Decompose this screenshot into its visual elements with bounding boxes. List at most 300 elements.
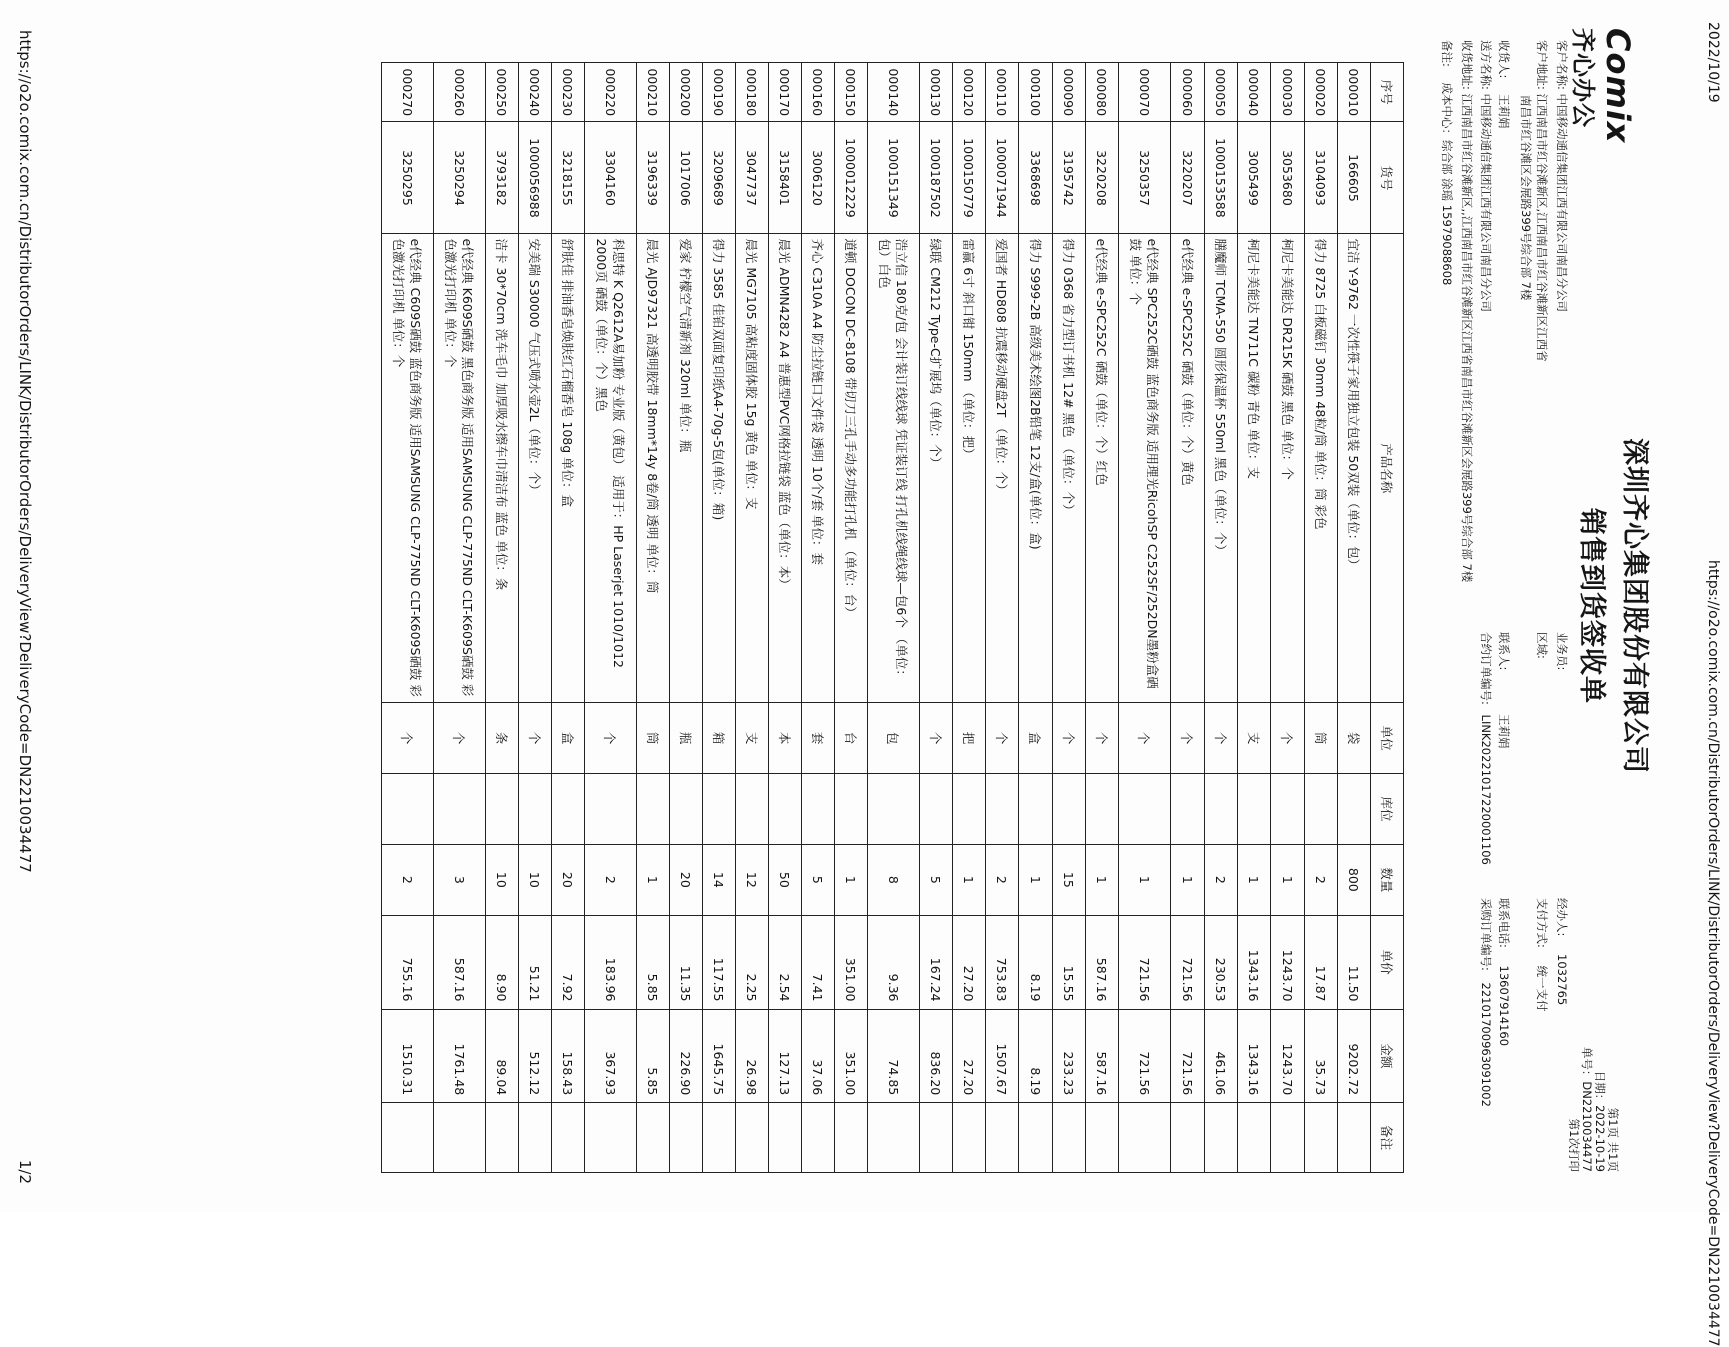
cell-unit-price: 2.54 (769, 915, 802, 1009)
shipping-label: 送方名称: (1479, 40, 1493, 90)
cell-product-name: 安美瑞 S30000 气压式喷水壶2L（单位：个） (519, 234, 552, 703)
cell-seq: 000260 (434, 63, 486, 122)
cell-remark (1238, 1103, 1271, 1173)
logo-chinese: 齐心办公 (1569, 28, 1597, 128)
table-row (585, 63, 637, 1173)
purchase-row (1479, 898, 1493, 1107)
cell-unit-price: 117.55 (703, 915, 736, 1009)
cell-item-no: 3196339 (637, 122, 670, 234)
cell-remark (802, 1103, 835, 1173)
cell-amount: 836.20 (920, 1009, 953, 1103)
cell-unit: 个 (1053, 703, 1086, 774)
cell-amount: 26.98 (736, 1009, 769, 1103)
cell-quantity: 1 (637, 844, 670, 915)
logo-wordmark: Comix (1599, 28, 1637, 144)
cell-location (1271, 774, 1305, 845)
table-row (1205, 63, 1238, 1173)
items-table (381, 62, 1404, 1173)
cell-unit-price: 753.83 (986, 915, 1019, 1009)
cell-unit: 台 (835, 703, 868, 774)
cell-unit-price: 587.16 (434, 915, 486, 1009)
cell-item-no: 1000151349 (868, 122, 920, 234)
cell-amount: 367.93 (585, 1009, 637, 1103)
cell-unit-price: 755.16 (382, 915, 434, 1009)
cell-seq: 000060 (1171, 63, 1205, 122)
cell-unit: 包 (868, 703, 920, 774)
cell-seq: 000080 (1086, 63, 1119, 122)
table-row (1019, 63, 1053, 1173)
cell-item-no: 3218155 (552, 122, 585, 234)
cell-remark (552, 1103, 585, 1173)
cell-unit: 盒 (552, 703, 585, 774)
cell-remark (1053, 1103, 1086, 1173)
customer-address-line1: 江西南昌市红谷滩新区,江西南昌市红谷滩新区江西省 (1535, 93, 1549, 362)
contact-label: 联系人: (1497, 632, 1511, 671)
cell-remark (434, 1103, 486, 1173)
cell-unit-price: 1243.70 (1271, 915, 1305, 1009)
cell-location (1019, 774, 1053, 845)
cell-location (1171, 774, 1205, 845)
table-row (1338, 63, 1371, 1173)
cell-amount: 35.73 (1305, 1009, 1338, 1103)
cell-remark (1171, 1103, 1205, 1173)
cell-product-name: 柯尼卡美能达 TN711C 碳粉 青色 单位：支 (1238, 234, 1271, 703)
receiver-row (1497, 40, 1511, 129)
cell-product-name: e代经典 SPC252C硒鼓 蓝色商务版 适用理光RicohSP C252SF/252DN墨粉盒硒鼓 单位：个 (1119, 234, 1171, 703)
cell-remark (670, 1103, 703, 1173)
cell-amount: 89.04 (486, 1009, 519, 1103)
cell-location (802, 774, 835, 845)
header-seq: 序号 (1371, 63, 1404, 122)
cell-product-name: 得力 3585 佳铂双面复印纸A4-70g-5包(单位：箱) (703, 234, 736, 703)
cell-item-no: 3047737 (736, 122, 769, 234)
cell-location (986, 774, 1019, 845)
cell-seq: 000040 (1238, 63, 1271, 122)
cell-seq: 000070 (1119, 63, 1171, 122)
cell-unit: 筒 (637, 703, 670, 774)
cell-unit-price: 51.21 (519, 915, 552, 1009)
cell-item-no: 3250294 (434, 122, 486, 234)
table-row (1086, 63, 1119, 1173)
cell-amount: 1343.16 (1238, 1009, 1271, 1103)
header-unit-price: 单价 (1371, 915, 1404, 1009)
page-count: 第1页 共1页 (1606, 1107, 1620, 1172)
table-row (670, 63, 703, 1173)
print-url: https://o2o.comix.com.cn/DistributorOrders/LINK/DistributorOrders/DeliveryView?DeliveryCode=DN2210034477 (1705, 560, 1721, 1347)
cell-seq: 000240 (519, 63, 552, 122)
cell-product-name: 得力 S999-2B 高级美术绘图2B铅笔 12支/盒(单位：盒) (1019, 234, 1053, 703)
table-row (434, 63, 486, 1173)
cell-seq: 000010 (1338, 63, 1371, 122)
cell-location (703, 774, 736, 845)
cell-quantity: 1 (835, 844, 868, 915)
cell-amount: 226.90 (670, 1009, 703, 1103)
table-row (1305, 63, 1338, 1173)
cell-unit-price: 9.36 (868, 915, 920, 1009)
cell-location (1305, 774, 1338, 845)
table-row (868, 63, 920, 1173)
cell-item-no: 3053680 (1271, 122, 1305, 234)
cell-remark (585, 1103, 637, 1173)
table-row (637, 63, 670, 1173)
cell-seq: 000030 (1271, 63, 1305, 122)
salesperson-row (1555, 632, 1569, 670)
cell-amount: 127.13 (769, 1009, 802, 1103)
footer-url: https://o2o.comix.com.cn/DistributorOrders/LINK/DistributorOrders/DeliveryView?DeliveryCode=DN2210034477 (16, 30, 34, 873)
customer-name-row (1555, 40, 1569, 312)
cell-amount: 9202.72 (1338, 1009, 1371, 1103)
handler-row (1555, 898, 1569, 1005)
cell-unit-price: 587.16 (1086, 915, 1119, 1009)
phone-value: 13607914160 (1497, 965, 1511, 1047)
company-name: 深圳齐心集团股份有限公司 (1619, 438, 1650, 774)
cell-remark (519, 1103, 552, 1173)
cell-unit-price: 2.25 (736, 915, 769, 1009)
cell-quantity: 10 (486, 844, 519, 915)
purchase-value: 2210170096309​1002 (1479, 982, 1493, 1107)
table-row (552, 63, 585, 1173)
cell-remark (1205, 1103, 1238, 1173)
cell-quantity: 1 (1171, 844, 1205, 915)
cell-location (637, 774, 670, 845)
cell-unit-price: 721.56 (1171, 915, 1205, 1009)
remark-label: 备注: (1440, 40, 1454, 67)
table-header-row (1371, 63, 1404, 1173)
contract-label: 合约订单编号: (1479, 632, 1493, 705)
header-quantity: 数量 (1371, 844, 1404, 915)
cell-remark (986, 1103, 1019, 1173)
cell-unit-price: 8.90 (486, 915, 519, 1009)
cell-quantity: 5 (920, 844, 953, 915)
cell-product-name: 爱国者 HD808 抗震移动硬盘2T （单位：个） (986, 234, 1019, 703)
print-count: 第1次打印 (1567, 1118, 1581, 1172)
cell-quantity: 15 (1053, 844, 1086, 915)
cell-product-name: e代经典 C609S硒鼓 蓝色商务版 适用SAMSUNG CLP-775ND CLT-K609S硒鼓 彩色激光打印机 单位：个 (382, 234, 434, 703)
cell-seq: 000190 (703, 63, 736, 122)
cell-quantity: 1 (1238, 844, 1271, 915)
payment-method-value: 统一支付 (1535, 965, 1549, 1012)
cell-unit: 个 (1171, 703, 1205, 774)
cell-location (769, 774, 802, 845)
cell-amount: 587.16 (1086, 1009, 1119, 1103)
cell-amount: 1507.67 (986, 1009, 1019, 1103)
footer-page-number: 1/2 (16, 1159, 34, 1184)
cell-seq: 000130 (920, 63, 953, 122)
purchase-label: 采购订单编号: (1479, 898, 1493, 971)
cell-unit: 把 (953, 703, 986, 774)
header-remark: 备注 (1371, 1103, 1404, 1173)
receiver-label: 收货人: (1497, 40, 1511, 79)
cell-product-name: 晨光 AJD97321 高透明胶带 18mm*14y 8卷/筒 透明 单位：筒 (637, 234, 670, 703)
cell-amount: 8.19 (1019, 1009, 1053, 1103)
cell-amount: 461.06 (1205, 1009, 1238, 1103)
header-amount: 金额 (1371, 1009, 1404, 1103)
cell-location (1205, 774, 1238, 845)
header-product-name: 产品名称 (1371, 234, 1404, 703)
cell-unit: 瓶 (670, 703, 703, 774)
cell-remark (486, 1103, 519, 1173)
cell-location (434, 774, 486, 845)
cell-location (519, 774, 552, 845)
customer-name-label: 客户名称: (1555, 40, 1569, 90)
cell-seq: 000270 (382, 63, 434, 122)
cell-amount: 721.56 (1119, 1009, 1171, 1103)
cell-unit-price: 15.55 (1053, 915, 1086, 1009)
phone-label: 联系电话: (1497, 898, 1511, 948)
table-row (1171, 63, 1205, 1173)
cell-item-no: 3220207 (1171, 122, 1205, 234)
cell-quantity: 2 (1305, 844, 1338, 915)
cell-quantity: 2 (382, 844, 434, 915)
cell-remark (703, 1103, 736, 1173)
cell-location (670, 774, 703, 845)
cell-quantity: 1 (1086, 844, 1119, 915)
cell-unit: 本 (769, 703, 802, 774)
page-info (1567, 1047, 1619, 1172)
cell-location (1119, 774, 1171, 845)
cell-remark (835, 1103, 868, 1173)
cell-unit-price: 1343.16 (1238, 915, 1271, 1009)
cell-seq: 000120 (953, 63, 986, 122)
cell-unit: 个 (920, 703, 953, 774)
cell-quantity: 8 (868, 844, 920, 915)
cell-seq: 000200 (670, 63, 703, 122)
cell-unit: 个 (519, 703, 552, 774)
region-row (1535, 632, 1549, 659)
table-row (1271, 63, 1305, 1173)
cell-location (1053, 774, 1086, 845)
document-title: 销售到货签收单 (1576, 508, 1607, 704)
customer-address-line2: 南昌市红谷滩区会展路399号综合部 7楼 (1519, 95, 1533, 301)
cell-unit: 个 (986, 703, 1019, 774)
cell-quantity: 3 (434, 844, 486, 915)
cell-location (552, 774, 585, 845)
receiver-value: 王莉娟 (1497, 94, 1511, 129)
cell-product-name: 柯尼卡美能达 DR215K 硒鼓 黑色 单位：个 (1271, 234, 1305, 703)
cell-product-name: 得力 0368 省力型订书机 12# 黑色 （单位：个） (1053, 234, 1086, 703)
cell-quantity: 1 (1119, 844, 1171, 915)
customer-name-value: 中国移动通信集团江西有限公司南昌分公司 (1555, 93, 1569, 313)
cell-item-no: 1000187502 (920, 122, 953, 234)
cell-unit: 条 (486, 703, 519, 774)
cell-unit: 个 (434, 703, 486, 774)
table-row (835, 63, 868, 1173)
cell-quantity: 5 (802, 844, 835, 915)
cell-unit: 支 (1238, 703, 1271, 774)
table-row (519, 63, 552, 1173)
payment-method-label: 支付方式: (1535, 898, 1549, 948)
contract-value: LINK20221017220001106 (1479, 714, 1493, 865)
cell-item-no: 1017006 (670, 122, 703, 234)
cell-item-no: 3209689 (703, 122, 736, 234)
salesperson-label: 业务员: (1555, 632, 1569, 671)
cell-unit: 袋 (1338, 703, 1371, 774)
cell-product-name: 绿联 CM212 Type-C扩展坞（单位：个） (920, 234, 953, 703)
cell-remark (1019, 1103, 1053, 1173)
phone-row (1497, 898, 1511, 1046)
table-row (769, 63, 802, 1173)
cell-product-name: 雷赢 6寸 斜口钳 150mm （单位：把） (953, 234, 986, 703)
cell-unit: 套 (802, 703, 835, 774)
table-row (486, 63, 519, 1173)
table-row (703, 63, 736, 1173)
contract-row (1479, 632, 1493, 865)
cell-product-name: 晨光 MG7105 高粘度固体胶 15g 黄色 单位：支 (736, 234, 769, 703)
cell-item-no: 3250295 (382, 122, 434, 234)
cell-seq: 000250 (486, 63, 519, 122)
cell-product-name: 科思特 K Q2612A易加粉 专业版（黄包） 适用于：HP Laserjet 1010/1012 2000页 硒鼓（单位：个）黑色 (585, 234, 637, 703)
cell-amount: 1645.75 (703, 1009, 736, 1103)
cell-unit-price: 8.19 (1019, 915, 1053, 1009)
cell-item-no: 3793182 (486, 122, 519, 234)
contact-value: 王莉娟 (1497, 714, 1511, 749)
cell-location (736, 774, 769, 845)
delivery-address-value: 江西南昌市红谷滩新区,,江西南昌市红谷滩新区江西省南昌市红谷滩新区会展路399号综合部 7楼 (1460, 93, 1474, 583)
cell-quantity: 2 (585, 844, 637, 915)
cell-item-no: 3006120 (802, 122, 835, 234)
cell-remark (1086, 1103, 1119, 1173)
cell-product-name: e代经典 K609S硒鼓 黑色商务版 适用SAMSUNG CLP-775ND CLT-K609S硒鼓 彩色激光打印机 单位：个 (434, 234, 486, 703)
cell-quantity: 14 (703, 844, 736, 915)
cell-product-name: e代经典 e-SPC252C 硒鼓（单位：个）红色 (1086, 234, 1119, 703)
cell-unit-price: 11.35 (670, 915, 703, 1009)
handler-label: 经办人: (1555, 898, 1569, 937)
cell-quantity: 12 (736, 844, 769, 915)
cell-product-name: 晨光 ADMN4282 A4 普惠型PVC网格拉链袋 蓝色（单位：本） (769, 234, 802, 703)
cell-unit-price: 167.24 (920, 915, 953, 1009)
table-row (1119, 63, 1171, 1173)
cell-amount: 512.12 (519, 1009, 552, 1103)
cell-amount: 27.20 (953, 1009, 986, 1103)
cell-remark (1271, 1103, 1305, 1173)
cell-remark (920, 1103, 953, 1173)
cell-location (1086, 774, 1119, 845)
cell-unit: 支 (736, 703, 769, 774)
cell-remark (736, 1103, 769, 1173)
handler-value: 1032765 (1555, 954, 1569, 1006)
cell-item-no: 1000150779 (953, 122, 986, 234)
cell-unit: 个 (1271, 703, 1305, 774)
cell-unit: 个 (1086, 703, 1119, 774)
cell-item-no: 1000071944 (986, 122, 1019, 234)
cell-remark (1119, 1103, 1171, 1173)
cell-seq: 000220 (585, 63, 637, 122)
cell-remark (382, 1103, 434, 1173)
customer-address-row (1535, 40, 1549, 362)
table-row (802, 63, 835, 1173)
cell-location (835, 774, 868, 845)
cell-product-name: 浩立信 180克/包 会计装订线线球 凭证装订线 打孔机线绳线球—包6个 （单位：包）白色 (868, 234, 920, 703)
print-date: 2022/10/19 (1705, 22, 1721, 103)
cell-item-no: 3158401 (769, 122, 802, 234)
cell-amount: 233.23 (1053, 1009, 1086, 1103)
cell-seq: 000050 (1205, 63, 1238, 122)
cell-item-no: 3104093 (1305, 122, 1338, 234)
cell-remark (953, 1103, 986, 1173)
header-item-no: 货号 (1371, 122, 1404, 234)
cell-item-no: 3005499 (1238, 122, 1271, 234)
table-row (1238, 63, 1271, 1173)
cell-remark (1305, 1103, 1338, 1173)
cell-unit: 盒 (1019, 703, 1053, 774)
shipping-value: 中国移动通信集团江西有限公司南昌分公司 (1479, 93, 1493, 313)
cell-quantity: 20 (670, 844, 703, 915)
table-row (382, 63, 434, 1173)
shipping-row (1479, 40, 1493, 312)
table-row (920, 63, 953, 1173)
remark-row (1440, 40, 1454, 285)
header-location: 库位 (1371, 774, 1404, 845)
cell-remark (868, 1103, 920, 1173)
cell-remark (769, 1103, 802, 1173)
payment-method-row (1535, 898, 1549, 1012)
cell-seq: 000170 (769, 63, 802, 122)
cell-seq: 000180 (736, 63, 769, 122)
cell-item-no: 1000153588 (1205, 122, 1238, 234)
cell-unit-price: 721.56 (1119, 915, 1171, 1009)
cell-unit: 个 (585, 703, 637, 774)
delivery-address-row (1460, 40, 1474, 582)
cell-amount: 1243.70 (1271, 1009, 1305, 1103)
cell-location (585, 774, 637, 845)
table-row (953, 63, 986, 1173)
cell-remark (1338, 1103, 1371, 1173)
cell-product-name: 宜洁 Y-9762 一次性筷子家用独立包装 50双装（单位：包） (1338, 234, 1371, 703)
delivery-address-label: 收货地址: (1460, 40, 1474, 90)
cell-product-name: 舒肤佳 排油香皂焕肤红石榴香皂 108g 单位：盒 (552, 234, 585, 703)
header-unit: 单位 (1371, 703, 1404, 774)
cell-unit-price: 17.87 (1305, 915, 1338, 1009)
cell-amount: 1510.31 (382, 1009, 434, 1103)
cell-product-name: 得力 8725 白板磁钉 30mm 48粒/筒 单位：筒 彩色 (1305, 234, 1338, 703)
cell-unit-price: 230.53 (1205, 915, 1238, 1009)
cell-amount: 351.00 (835, 1009, 868, 1103)
cell-item-no: 166605 (1338, 122, 1371, 234)
cell-seq: 000100 (1019, 63, 1053, 122)
cell-item-no: 3368698 (1019, 122, 1053, 234)
cell-amount: 74.85 (868, 1009, 920, 1103)
cell-unit-price: 11.50 (1338, 915, 1371, 1009)
cell-unit-price: 351.00 (835, 915, 868, 1009)
cell-quantity: 1 (1271, 844, 1305, 915)
cell-product-name: 齐心 C310A A4 防尘拉链口文件袋 透明 10个/套 单位：套 (802, 234, 835, 703)
cell-unit: 个 (1205, 703, 1238, 774)
cell-location (953, 774, 986, 845)
cell-amount: 1761.48 (434, 1009, 486, 1103)
cell-quantity: 1 (1019, 844, 1053, 915)
region-label: 区域: (1535, 632, 1549, 659)
contact-row (1497, 632, 1511, 749)
cell-product-name: 膳魔师 TCMA-550 圆形保温杯 550ml 黑色（单位：个） (1205, 234, 1238, 703)
cell-location (868, 774, 920, 845)
table-row (736, 63, 769, 1173)
cell-seq: 000110 (986, 63, 1019, 122)
cell-quantity: 10 (519, 844, 552, 915)
cell-product-name: 洁卡 30*70cm 洗车毛巾 加厚吸水擦车巾清洁布 蓝色 单位：条 (486, 234, 519, 703)
table-row (1053, 63, 1086, 1173)
document-date: 日期：2022-10-19 (1593, 1070, 1607, 1172)
cell-unit-price: 183.96 (585, 915, 637, 1009)
cell-item-no: 1000056988 (519, 122, 552, 234)
cell-location (1338, 774, 1371, 845)
cell-quantity: 2 (986, 844, 1019, 915)
cell-amount: 158.43 (552, 1009, 585, 1103)
table-body (382, 63, 1371, 1173)
cell-seq: 000160 (802, 63, 835, 122)
cell-product-name: 道顿 DOCON DC-8108 带切刀三孔手动多功能打孔机 （单位：台） (835, 234, 868, 703)
cell-remark (637, 1103, 670, 1173)
cell-amount: 37.06 (802, 1009, 835, 1103)
